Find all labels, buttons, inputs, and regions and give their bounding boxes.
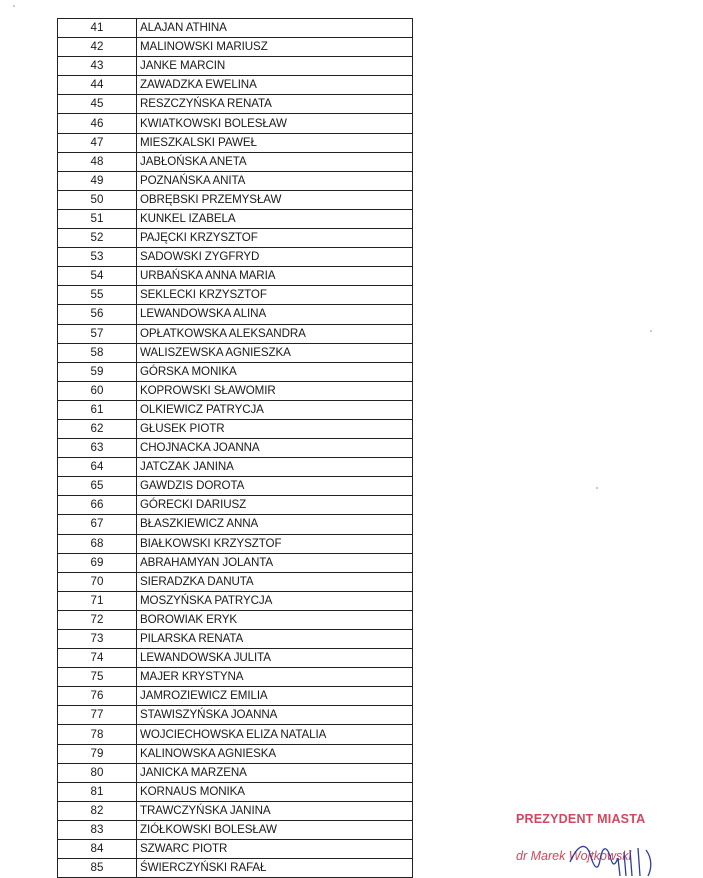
row-name: TRAWCZYŃSKA JANINA: [137, 801, 413, 820]
table-row: [58, 152, 413, 171]
row-number: 55: [58, 286, 137, 305]
table-row: [58, 38, 413, 57]
scan-speck: [650, 330, 652, 332]
row-number: 49: [58, 171, 137, 190]
table-row: [58, 57, 413, 76]
row-number: 72: [58, 610, 137, 629]
row-name: STAWISZYŃSKA JOANNA: [137, 706, 413, 725]
row-name: KALINOWSKA AGNIESKA: [137, 744, 413, 763]
table-row: [58, 76, 413, 95]
table-row: [58, 782, 413, 801]
table-row: [58, 572, 413, 591]
table-row: [58, 190, 413, 209]
table-row: [58, 744, 413, 763]
row-name: KOPROWSKI SŁAWOMIR: [137, 381, 413, 400]
row-number: 65: [58, 477, 137, 496]
row-number: 46: [58, 114, 137, 133]
row-number: 82: [58, 801, 137, 820]
row-name: ZAWADZKA EWELINA: [137, 76, 413, 95]
row-name: LEWANDOWSKA JULITA: [137, 649, 413, 668]
row-number: 59: [58, 362, 137, 381]
row-number: 68: [58, 534, 137, 553]
row-name: CHOJNACKA JOANNA: [137, 439, 413, 458]
row-name: GÓRSKA MONIKA: [137, 362, 413, 381]
row-name: JANICKA MARZENA: [137, 763, 413, 782]
row-number: 81: [58, 782, 137, 801]
row-number: 84: [58, 840, 137, 859]
row-number: 85: [58, 859, 137, 878]
row-name: POZNAŃSKA ANITA: [137, 171, 413, 190]
row-name: MOSZYŃSKA PATRYCJA: [137, 591, 413, 610]
table-row: [58, 706, 413, 725]
table-row: [58, 649, 413, 668]
row-number: 83: [58, 820, 137, 839]
row-name: SIERADZKA DANUTA: [137, 572, 413, 591]
row-name: BŁASZKIEWICZ ANNA: [137, 515, 413, 534]
row-name: SZWARC PIOTR: [137, 840, 413, 859]
table-row: [58, 668, 413, 687]
table-row: [58, 419, 413, 438]
row-name: GÓRECKI DARIUSZ: [137, 496, 413, 515]
row-number: 61: [58, 400, 137, 419]
table-row: [58, 591, 413, 610]
row-number: 63: [58, 439, 137, 458]
row-name: ABRAHAMYAN JOLANTA: [137, 553, 413, 572]
row-name: ŚWIERCZYŃSKI RAFAŁ: [137, 859, 413, 878]
table-row: [58, 305, 413, 324]
row-number: 50: [58, 190, 137, 209]
names-table-body: [58, 19, 413, 878]
table-row: [58, 114, 413, 133]
row-name: ALAJAN ATHINA: [137, 19, 413, 38]
row-number: 75: [58, 668, 137, 687]
table-row: [58, 171, 413, 190]
row-number: 53: [58, 248, 137, 267]
table-row: [58, 400, 413, 419]
row-name: MALINOWSKI MARIUSZ: [137, 38, 413, 57]
row-number: 51: [58, 209, 137, 228]
row-name: PAJĘCKI KRZYSZTOF: [137, 229, 413, 248]
row-number: 58: [58, 343, 137, 362]
row-number: 69: [58, 553, 137, 572]
table-row: [58, 477, 413, 496]
row-number: 62: [58, 419, 137, 438]
row-number: 80: [58, 763, 137, 782]
table-row: [58, 286, 413, 305]
table-row: [58, 381, 413, 400]
row-name: LEWANDOWSKA ALINA: [137, 305, 413, 324]
row-name: OPŁATKOWSKA ALEKSANDRA: [137, 324, 413, 343]
row-number: 52: [58, 229, 137, 248]
row-name: BOROWIAK ERYK: [137, 610, 413, 629]
row-name: JATCZAK JANINA: [137, 458, 413, 477]
table-row: [58, 248, 413, 267]
row-number: 78: [58, 725, 137, 744]
row-name: RESZCZYŃSKA RENATA: [137, 95, 413, 114]
row-number: 54: [58, 267, 137, 286]
row-number: 66: [58, 496, 137, 515]
table-row: [58, 820, 413, 839]
row-number: 43: [58, 57, 137, 76]
handwritten-signature: [568, 838, 658, 877]
row-name: PILARSKA RENATA: [137, 630, 413, 649]
scan-speck: [596, 487, 598, 489]
row-number: 76: [58, 687, 137, 706]
row-number: 74: [58, 649, 137, 668]
row-name: JANKE MARCIN: [137, 57, 413, 76]
row-number: 60: [58, 381, 137, 400]
table-row: [58, 630, 413, 649]
row-name: JABŁOŃSKA ANETA: [137, 152, 413, 171]
table-row: [58, 763, 413, 782]
table-row: [58, 725, 413, 744]
row-name: WOJCIECHOWSKA ELIZA NATALIA: [137, 725, 413, 744]
row-name: MIESZKALSKI PAWEŁ: [137, 133, 413, 152]
row-number: 70: [58, 572, 137, 591]
row-number: 67: [58, 515, 137, 534]
table-row: [58, 95, 413, 114]
row-name: OBRĘBSKI PRZEMYSŁAW: [137, 190, 413, 209]
row-name: SEKLECKI KRZYSZTOF: [137, 286, 413, 305]
table-row: [58, 19, 413, 38]
table-row: [58, 229, 413, 248]
table-row: [58, 687, 413, 706]
row-name: KWIATKOWSKI BOLESŁAW: [137, 114, 413, 133]
table-row: [58, 801, 413, 820]
row-number: 79: [58, 744, 137, 763]
row-name: SADOWSKI ZYGFRYD: [137, 248, 413, 267]
table-row: [58, 496, 413, 515]
row-number: 47: [58, 133, 137, 152]
row-name: OLKIEWICZ PATRYCJA: [137, 400, 413, 419]
row-name: GŁUSEK PIOTR: [137, 419, 413, 438]
row-name: MAJER KRYSTYNA: [137, 668, 413, 687]
row-number: 57: [58, 324, 137, 343]
row-number: 73: [58, 630, 137, 649]
stamp-title: PREZYDENT MIASTA: [516, 812, 646, 826]
table-row: [58, 439, 413, 458]
table-row: [58, 209, 413, 228]
table-row: [58, 534, 413, 553]
table-row: [58, 324, 413, 343]
row-name: GAWDZIS DOROTA: [137, 477, 413, 496]
row-number: 42: [58, 38, 137, 57]
table-row: [58, 267, 413, 286]
table-row: [58, 840, 413, 859]
row-name: ZIÓŁKOWSKI BOLESŁAW: [137, 820, 413, 839]
row-name: BIAŁKOWSKI KRZYSZTOF: [137, 534, 413, 553]
row-number: 44: [58, 76, 137, 95]
table-row: [58, 133, 413, 152]
table-row: [58, 859, 413, 878]
row-number: 41: [58, 19, 137, 38]
row-name: URBAŃSKA ANNA MARIA: [137, 267, 413, 286]
table-row: [58, 343, 413, 362]
table-row: [58, 458, 413, 477]
row-number: 48: [58, 152, 137, 171]
row-number: 56: [58, 305, 137, 324]
row-number: 77: [58, 706, 137, 725]
row-name: KORNAUS MONIKA: [137, 782, 413, 801]
row-name: KUNKEL IZABELA: [137, 209, 413, 228]
scan-speck: [13, 5, 15, 7]
row-number: 64: [58, 458, 137, 477]
row-name: WALISZEWSKA AGNIESZKA: [137, 343, 413, 362]
table-row: [58, 553, 413, 572]
table-row: [58, 610, 413, 629]
row-number: 71: [58, 591, 137, 610]
row-number: 45: [58, 95, 137, 114]
row-name: JAMROZIEWICZ EMILIA: [137, 687, 413, 706]
stamp-signer: dr Marek Wojtkowski: [516, 849, 632, 863]
table-row: [58, 515, 413, 534]
table-row: [58, 362, 413, 381]
names-table: [57, 18, 413, 878]
